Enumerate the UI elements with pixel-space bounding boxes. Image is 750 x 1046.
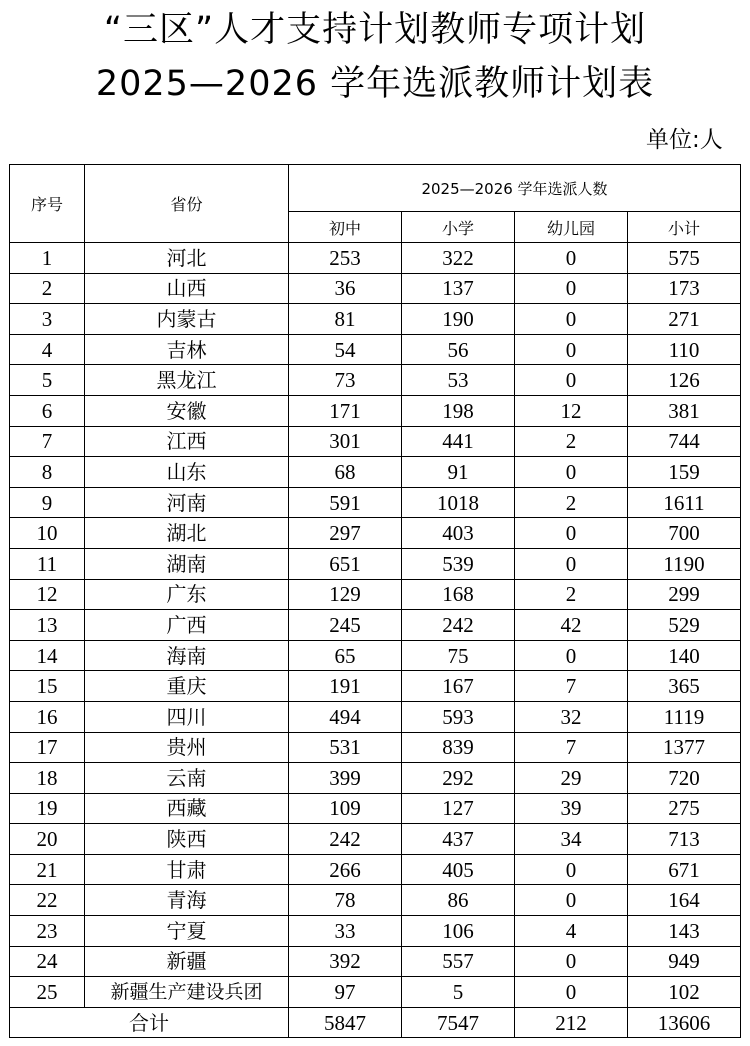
row-seq: 5 [10, 365, 85, 396]
row-kindergarten: 0 [515, 243, 628, 274]
row-province: 吉林 [85, 334, 289, 365]
row-kindergarten: 34 [515, 824, 628, 855]
row-seq: 2 [10, 273, 85, 304]
row-primary: 437 [402, 824, 515, 855]
table-row [10, 885, 741, 916]
table-row [10, 610, 741, 641]
row-subtotal: 173 [628, 273, 741, 304]
row-province: 重庆 [85, 671, 289, 702]
row-seq: 16 [10, 701, 85, 732]
row-province: 内蒙古 [85, 304, 289, 335]
row-province: 海南 [85, 640, 289, 671]
row-primary: 557 [402, 946, 515, 977]
row-junior: 65 [289, 640, 402, 671]
total-junior: 5847 [289, 1007, 402, 1038]
table-row [10, 457, 741, 488]
row-primary: 53 [402, 365, 515, 396]
row-primary: 539 [402, 548, 515, 579]
row-seq: 12 [10, 579, 85, 610]
row-seq: 22 [10, 885, 85, 916]
row-kindergarten: 29 [515, 763, 628, 794]
row-subtotal: 299 [628, 579, 741, 610]
row-province: 河南 [85, 487, 289, 518]
table-row [10, 518, 741, 549]
title-line-2: 2025—2026 学年选派教师计划表 [95, 64, 655, 104]
row-seq: 17 [10, 732, 85, 763]
row-primary: 441 [402, 426, 515, 457]
row-junior: 171 [289, 395, 402, 426]
row-subtotal: 159 [628, 457, 741, 488]
row-province: 安徽 [85, 395, 289, 426]
total-primary: 7547 [402, 1007, 515, 1038]
row-primary: 91 [402, 457, 515, 488]
row-kindergarten: 2 [515, 579, 628, 610]
row-subtotal: 126 [628, 365, 741, 396]
row-primary: 86 [402, 885, 515, 916]
table-row [10, 395, 741, 426]
row-province: 四川 [85, 701, 289, 732]
unit-label: 单位:人 [646, 127, 723, 153]
row-primary: 198 [402, 395, 515, 426]
table-row [10, 365, 741, 396]
row-seq: 18 [10, 763, 85, 794]
row-primary: 190 [402, 304, 515, 335]
row-province: 山西 [85, 273, 289, 304]
row-kindergarten: 0 [515, 334, 628, 365]
row-province: 湖北 [85, 518, 289, 549]
row-subtotal: 700 [628, 518, 741, 549]
row-seq: 8 [10, 457, 85, 488]
row-seq: 1 [10, 243, 85, 274]
row-subtotal: 720 [628, 763, 741, 794]
row-kindergarten: 2 [515, 426, 628, 457]
row-seq: 7 [10, 426, 85, 457]
row-province: 新疆生产建设兵团 [85, 977, 289, 1008]
row-junior: 494 [289, 701, 402, 732]
row-primary: 168 [402, 579, 515, 610]
row-seq: 21 [10, 854, 85, 885]
row-junior: 81 [289, 304, 402, 335]
row-seq: 15 [10, 671, 85, 702]
row-seq: 19 [10, 793, 85, 824]
row-province: 甘肃 [85, 854, 289, 885]
row-junior: 129 [289, 579, 402, 610]
header-group: 2025—2026 学年选派人数 [289, 165, 741, 212]
total-kindergarten: 212 [515, 1007, 628, 1038]
row-junior: 191 [289, 671, 402, 702]
row-primary: 593 [402, 701, 515, 732]
table-row [10, 671, 741, 702]
row-kindergarten: 0 [515, 548, 628, 579]
row-subtotal: 1190 [628, 548, 741, 579]
total-label: 合计 [10, 1007, 289, 1038]
total-subtotal: 13606 [628, 1007, 741, 1038]
table-row [10, 793, 741, 824]
row-junior: 97 [289, 977, 402, 1008]
row-province: 黑龙江 [85, 365, 289, 396]
row-subtotal: 713 [628, 824, 741, 855]
row-junior: 266 [289, 854, 402, 885]
row-kindergarten: 0 [515, 457, 628, 488]
row-seq: 11 [10, 548, 85, 579]
row-kindergarten: 39 [515, 793, 628, 824]
row-seq: 23 [10, 916, 85, 947]
row-primary: 137 [402, 273, 515, 304]
row-province: 广西 [85, 610, 289, 641]
header-seq: 序号 [10, 165, 85, 243]
table-row [10, 273, 741, 304]
row-kindergarten: 7 [515, 671, 628, 702]
row-subtotal: 1611 [628, 487, 741, 518]
row-primary: 839 [402, 732, 515, 763]
row-seq: 10 [10, 518, 85, 549]
table-row [10, 732, 741, 763]
row-province: 山东 [85, 457, 289, 488]
row-province: 青海 [85, 885, 289, 916]
row-junior: 245 [289, 610, 402, 641]
header-province: 省份 [85, 165, 289, 243]
row-junior: 68 [289, 457, 402, 488]
row-subtotal: 110 [628, 334, 741, 365]
row-primary: 56 [402, 334, 515, 365]
total-row [10, 1007, 741, 1038]
row-kindergarten: 4 [515, 916, 628, 947]
row-primary: 405 [402, 854, 515, 885]
row-province: 云南 [85, 763, 289, 794]
title-line-1: “三区”人才支持计划教师专项计划 [103, 10, 647, 50]
header-kindergarten: 幼儿园 [515, 212, 628, 243]
row-primary: 322 [402, 243, 515, 274]
row-seq: 6 [10, 395, 85, 426]
row-subtotal: 744 [628, 426, 741, 457]
row-junior: 531 [289, 732, 402, 763]
row-seq: 25 [10, 977, 85, 1008]
row-seq: 3 [10, 304, 85, 335]
row-junior: 109 [289, 793, 402, 824]
row-junior: 54 [289, 334, 402, 365]
row-junior: 73 [289, 365, 402, 396]
row-junior: 392 [289, 946, 402, 977]
row-subtotal: 1119 [628, 701, 741, 732]
row-kindergarten: 0 [515, 273, 628, 304]
row-subtotal: 143 [628, 916, 741, 947]
table-row [10, 487, 741, 518]
row-primary: 242 [402, 610, 515, 641]
row-kindergarten: 12 [515, 395, 628, 426]
row-junior: 651 [289, 548, 402, 579]
row-seq: 24 [10, 946, 85, 977]
row-subtotal: 381 [628, 395, 741, 426]
row-primary: 106 [402, 916, 515, 947]
row-kindergarten: 0 [515, 977, 628, 1008]
table-row [10, 548, 741, 579]
table-row [10, 640, 741, 671]
row-primary: 292 [402, 763, 515, 794]
row-seq: 14 [10, 640, 85, 671]
table-row [10, 243, 741, 274]
row-subtotal: 140 [628, 640, 741, 671]
row-kindergarten: 0 [515, 946, 628, 977]
row-primary: 5 [402, 977, 515, 1008]
row-province: 陕西 [85, 824, 289, 855]
row-junior: 591 [289, 487, 402, 518]
row-seq: 9 [10, 487, 85, 518]
row-province: 广东 [85, 579, 289, 610]
row-kindergarten: 2 [515, 487, 628, 518]
row-subtotal: 575 [628, 243, 741, 274]
table-row [10, 977, 741, 1008]
table-row [10, 916, 741, 947]
row-subtotal: 271 [628, 304, 741, 335]
row-subtotal: 164 [628, 885, 741, 916]
teacher-plan-table [9, 164, 741, 1038]
row-subtotal: 102 [628, 977, 741, 1008]
row-junior: 253 [289, 243, 402, 274]
row-junior: 36 [289, 273, 402, 304]
row-province: 贵州 [85, 732, 289, 763]
row-subtotal: 671 [628, 854, 741, 885]
row-seq: 20 [10, 824, 85, 855]
row-kindergarten: 42 [515, 610, 628, 641]
row-province: 新疆 [85, 946, 289, 977]
table-row [10, 579, 741, 610]
row-province: 湖南 [85, 548, 289, 579]
table-row [10, 304, 741, 335]
row-province: 江西 [85, 426, 289, 457]
row-seq: 13 [10, 610, 85, 641]
row-junior: 301 [289, 426, 402, 457]
row-kindergarten: 0 [515, 365, 628, 396]
row-junior: 78 [289, 885, 402, 916]
row-primary: 167 [402, 671, 515, 702]
row-province: 宁夏 [85, 916, 289, 947]
row-kindergarten: 0 [515, 854, 628, 885]
header-primary: 小学 [402, 212, 515, 243]
row-seq: 4 [10, 334, 85, 365]
header-subtotal: 小计 [628, 212, 741, 243]
row-subtotal: 275 [628, 793, 741, 824]
row-kindergarten: 32 [515, 701, 628, 732]
row-kindergarten: 0 [515, 518, 628, 549]
row-kindergarten: 0 [515, 885, 628, 916]
table-row [10, 824, 741, 855]
row-junior: 33 [289, 916, 402, 947]
row-subtotal: 529 [628, 610, 741, 641]
row-subtotal: 365 [628, 671, 741, 702]
row-junior: 399 [289, 763, 402, 794]
table-row [10, 426, 741, 457]
row-kindergarten: 0 [515, 640, 628, 671]
table-row [10, 854, 741, 885]
row-kindergarten: 7 [515, 732, 628, 763]
row-junior: 242 [289, 824, 402, 855]
table-row [10, 946, 741, 977]
table-row [10, 334, 741, 365]
row-primary: 127 [402, 793, 515, 824]
row-primary: 75 [402, 640, 515, 671]
row-province: 河北 [85, 243, 289, 274]
row-junior: 297 [289, 518, 402, 549]
row-subtotal: 949 [628, 946, 741, 977]
row-primary: 1018 [402, 487, 515, 518]
header-junior: 初中 [289, 212, 402, 243]
row-kindergarten: 0 [515, 304, 628, 335]
row-province: 西藏 [85, 793, 289, 824]
row-subtotal: 1377 [628, 732, 741, 763]
row-primary: 403 [402, 518, 515, 549]
table-row [10, 763, 741, 794]
table-row [10, 701, 741, 732]
